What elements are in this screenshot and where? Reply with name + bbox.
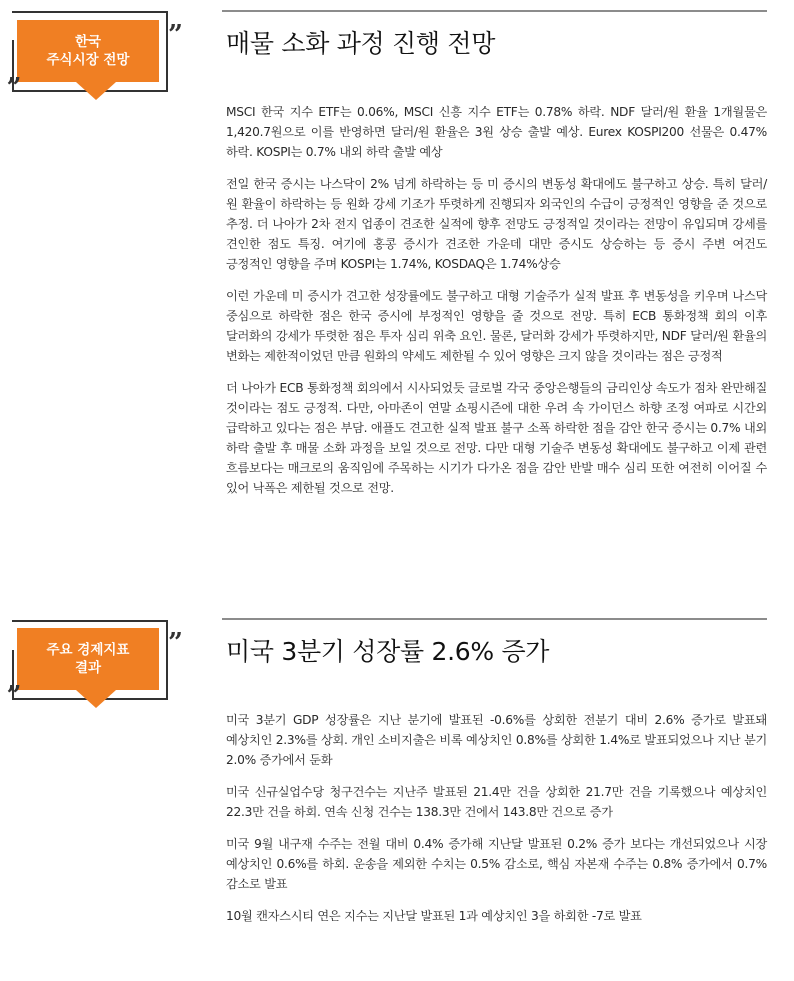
title-rule — [222, 10, 767, 12]
paragraph: 미국 3분기 GDP 성장률은 지난 분기에 발표된 -0.6%를 상회한 전분기 대비 2.6% 증가로 발표돼 예상치인 2.3%를 상회. 개인 소비지출은 비록 예상치인 0.8%를 상회한 1.4%로 발표되었으나 지난 분기 2.0% 증가에서 둔화 — [226, 713, 767, 767]
badge-line-1: 주요 경제지표 — [46, 642, 130, 658]
badge-box — [17, 20, 159, 82]
section-badge — [0, 0, 200, 110]
section-body — [226, 710, 767, 938]
section-badge — [0, 610, 200, 720]
section-title: 미국 3분기 성장률 2.6% 증가 — [226, 637, 550, 666]
section-body — [226, 102, 767, 510]
paragraph: 이런 가운데 미 증시가 견고한 성장률에도 불구하고 대형 기술주가 실적 발표 후 변동성을 키우며 나스닥 중심으로 하락한 점은 한국 증시에 부정적인 영향을 줄 것으로 전망. 특히 ECB 통화정책 회의 이후 달러화의 강세가 뚜렷한 점은 투자 심리 위축 요인. 물론, 달러화 강세가 뚜렷하지만, NDF 달러/원 환율의 변화는 제한적이었던 만큼 원화의 약세도 제한될 수 있어 영향은 크지 않을 것이라는 점은 긍정적 — [226, 289, 767, 363]
title-rule — [222, 618, 767, 620]
paragraph: 더 나아가 ECB 통화정책 회의에서 시사되었듯 글로벌 각국 중앙은행들의 금리인상 속도가 점차 완만해질 것이라는 점도 긍정적. 다만, 아마존이 연말 쇼핑시즌에 대한 우려 속 가이던스 하향 조정 여파로 시간외 급락하고 있다는 점은 부담. 애플도 견고한 실적 발표 불구 소폭 하락한 점을 감안 한국 증시는 0.7% 내외 하락 출발 후 매물 소화 과정을 보일 것으로 전망. 다만 대형 기술주 변동성 확대에도 불구하고 이제 관련 흐름보다는 매크로의 움직임에 주목하는 시기가 다가온 점을 감안 반발 매수 심리 또한 여전히 이어질 수 있어 낙폭은 제한될 것으로 전망. — [226, 381, 767, 495]
open-quote-icon: „ — [7, 666, 22, 696]
paragraph: 미국 9월 내구재 수주는 전월 대비 0.4% 증가해 지난달 발표된 0.2% 증가 보다는 개선되었으나 시장 예상치인 0.6%를 하회. 운송을 제외한 수치는 0.5% 감소로, 핵심 자본재 수주는 0.8% 증가에서 0.7% 감소로 발표 — [226, 837, 767, 891]
badge-line-2: 결과 — [74, 660, 102, 676]
open-quote-icon: „ — [7, 58, 22, 88]
badge-line-1: 한국 — [74, 34, 102, 50]
close-quote-icon: ” — [168, 20, 183, 50]
section-title: 매물 소화 과정 진행 전망 — [226, 29, 496, 58]
paragraph: MSCI 한국 지수 ETF는 0.06%, MSCI 신흥 지수 ETF는 0.78% 하락. NDF 달러/원 환율 1개월물은 1,420.7원으로 이를 반영하면 달러/원 환율은 3원 상승 출발 예상. Eurex KOSPI200 선물은 0.47% 하락. KOSPI는 0.7% 내외 하락 출발 예상 — [226, 105, 767, 159]
paragraph: 10월 캔자스시티 연은 지수는 지난달 발표된 1과 예상치인 3을 하회한 -7로 발표 — [226, 909, 642, 923]
section-economic-indicators — [0, 610, 794, 970]
paragraph: 미국 신규실업수당 청구건수는 지난주 발표된 21.4만 건을 상회한 21.7만 건을 기록했으나 예상치인 22.3만 건을 하회. 연속 신청 건수는 138.3만 건에서 143.8만 건으로 증가 — [226, 785, 767, 819]
badge-box — [17, 628, 159, 690]
badge-pointer — [76, 690, 116, 708]
close-quote-icon: ” — [168, 628, 183, 658]
badge-frame-top — [12, 620, 168, 622]
badge-pointer — [76, 82, 116, 100]
paragraph: 전일 한국 증시는 나스닥이 2% 넘게 하락하는 등 미 증시의 변동성 확대에도 불구하고 상승. 특히 달러/원 환율이 하락하는 등 원화 강세 기조가 뚜렷하게 진행되자 외국인의 수급이 긍정적인 영향을 준 것으로 추정. 더 나아가 2차 전지 업종이 견조한 실적에 향후 전망도 긍정적일 것이라는 전망이 유입되며 강세를 견인한 점도 특징. 여기에 홍콩 증시가 견조한 가운데 대만 증시도 상승하는 등 증시 주변 여건도 긍정적인 영향을 주며 KOSPI는 1.74%, KOSDAQ은 1.74%상승 — [226, 177, 767, 271]
badge-frame-top — [12, 11, 168, 13]
badge-line-2: 주식시장 전망 — [46, 52, 130, 68]
